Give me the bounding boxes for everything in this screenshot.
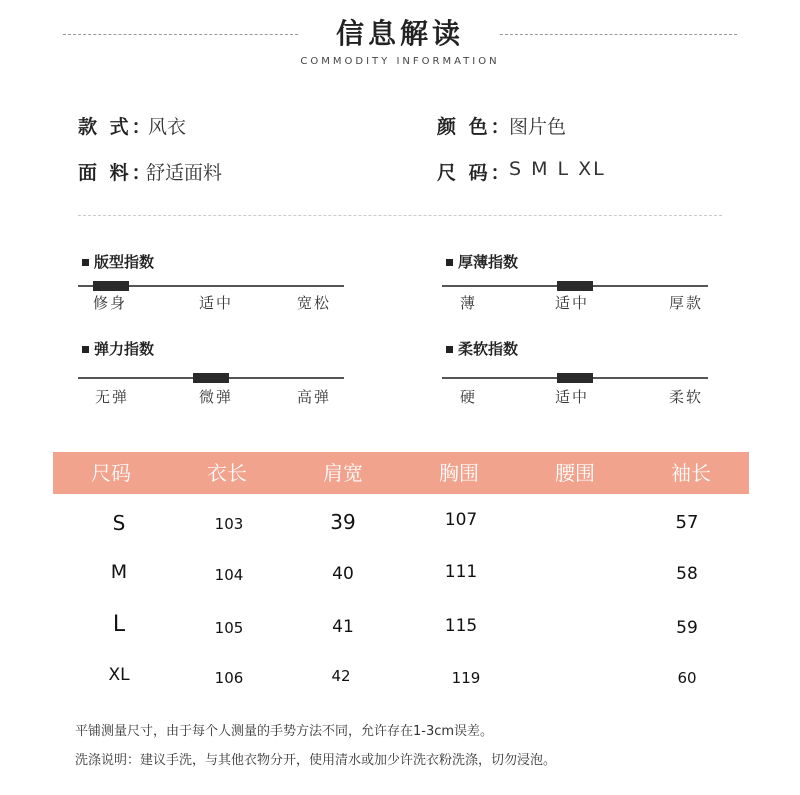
- size-label: 尺 码：: [437, 162, 513, 184]
- cell-chest: 119: [451, 669, 481, 687]
- bullet-square-icon: [446, 346, 453, 353]
- cell-sleeve: 57: [675, 512, 699, 533]
- table-row: [53, 612, 749, 646]
- color-value: 图片色: [509, 116, 567, 138]
- cell-size: M: [110, 561, 128, 583]
- cell-chest: 111: [444, 562, 478, 582]
- elasticity-index-label-low: 无弹: [95, 388, 130, 406]
- elasticity-index-label-high: 高弹: [297, 388, 332, 406]
- measurement-note: 平铺测量尺寸，由于每个人测量的手势方法不同，允许存在1-3cm误差。: [75, 724, 494, 739]
- col-header-sleeve: 袖长: [671, 461, 711, 485]
- cell-size: S: [112, 511, 126, 535]
- table-row: [53, 559, 749, 593]
- color-label: 颜 色：: [437, 116, 513, 138]
- table-row: [53, 506, 749, 540]
- cell-size: L: [112, 612, 126, 637]
- cell-chest: 107: [444, 510, 478, 530]
- softness-index: [442, 337, 710, 412]
- size-table-body: [53, 494, 749, 704]
- cell-shoulder: 42: [331, 667, 351, 685]
- softness-index-marker: [557, 373, 593, 383]
- col-header-waist: 腰围: [555, 461, 595, 485]
- cell-shoulder: 40: [332, 564, 354, 584]
- cell-sleeve: 60: [677, 669, 697, 687]
- size-value: S M L XL: [509, 158, 606, 180]
- softness-index-label-high: 柔软: [669, 388, 704, 406]
- fit-index-label-low: 修身: [93, 294, 128, 312]
- cell-length: 103: [214, 515, 244, 533]
- bullet-square-icon: [82, 346, 89, 353]
- page-title: 信息解读: [335, 17, 464, 50]
- thickness-index-marker: [557, 281, 593, 291]
- cell-shoulder: 41: [332, 617, 354, 637]
- softness-index-label-mid: 适中: [555, 388, 590, 406]
- bullet-square-icon: [82, 259, 89, 266]
- cell-length: 106: [214, 669, 244, 687]
- cell-sleeve: 59: [676, 618, 698, 638]
- thickness-index: [442, 250, 710, 320]
- thickness-index-label-mid: 适中: [555, 294, 590, 312]
- softness-index-title: 柔软指数: [458, 340, 519, 358]
- thickness-index-label-high: 厚款: [669, 294, 704, 312]
- fit-index: [78, 250, 346, 320]
- fit-index-label-high: 宽松: [297, 294, 332, 312]
- elasticity-index-label-mid: 微弹: [199, 388, 234, 406]
- thickness-index-title: 厚薄指数: [458, 253, 519, 271]
- fabric-value: 舒适面料: [146, 162, 223, 184]
- col-header-length: 衣长: [207, 461, 247, 485]
- size-table-header: [53, 452, 749, 494]
- cell-chest: 115: [444, 616, 478, 636]
- cell-sleeve: 58: [676, 564, 698, 584]
- cell-shoulder: 39: [330, 510, 356, 534]
- washing-note: 洗涤说明：建议手洗，与其他衣物分开，使用清水或加少许洗衣粉洗涤，切勿浸泡。: [75, 753, 557, 768]
- col-header-size: 尺码: [91, 461, 131, 485]
- elasticity-index: [78, 337, 346, 412]
- bullet-square-icon: [446, 259, 453, 266]
- thickness-index-label-low: 薄: [460, 294, 478, 312]
- elasticity-index-title: 弹力指数: [94, 340, 155, 358]
- fabric-label: 面 料：: [78, 162, 154, 184]
- fit-index-title: 版型指数: [94, 253, 155, 271]
- col-header-chest: 胸围: [439, 461, 479, 485]
- cell-length: 104: [214, 566, 244, 584]
- softness-index-label-low: 硬: [460, 388, 478, 406]
- style-value: 风衣: [148, 116, 187, 138]
- cell-size: XL: [108, 665, 130, 685]
- table-row: [53, 662, 749, 696]
- elasticity-index-marker: [193, 373, 229, 383]
- page-subtitle: COMMODITY INFORMATION: [300, 56, 500, 67]
- cell-length: 105: [214, 619, 244, 637]
- fit-index-marker: [93, 281, 129, 291]
- col-header-shoulder: 肩宽: [323, 461, 363, 485]
- fit-index-label-mid: 适中: [199, 294, 234, 312]
- attributes-divider: [78, 215, 722, 216]
- style-label: 款 式：: [78, 116, 154, 138]
